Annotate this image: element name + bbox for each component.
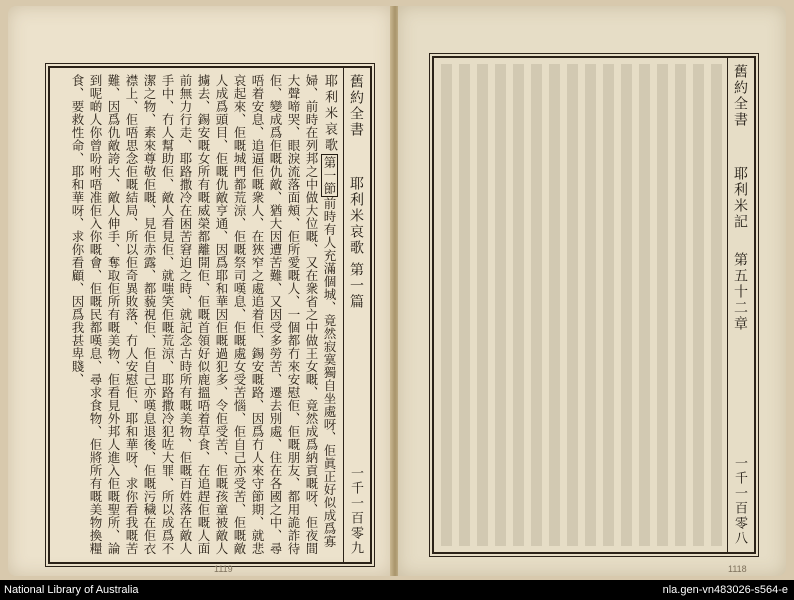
right-header-section-title: 耶利米記 <box>732 166 748 230</box>
right-page-frame <box>432 56 756 554</box>
library-footer-bar <box>0 582 794 600</box>
left-page-number: 一千一百零九 <box>348 466 363 556</box>
left-header-section-title: 耶利米哀歌 <box>348 176 364 256</box>
right-header-chapter: 第五十二章 <box>732 252 748 332</box>
chapter-title: 耶利米哀歌 <box>322 74 337 154</box>
left-page-frame <box>48 66 372 564</box>
left-header-column <box>343 68 370 562</box>
library-name: National Library of Australia <box>4 584 139 596</box>
left-body-text-block <box>56 74 338 556</box>
verse-marker: 第一節 <box>322 156 337 195</box>
right-scan-stamp: 1118 <box>728 564 747 574</box>
item-identifier: nla.gen-vn483026-s564-e <box>662 584 788 596</box>
right-page-number: 一千一百零八 <box>732 456 747 546</box>
left-scan-stamp: 1119 <box>214 564 233 574</box>
left-page <box>8 6 392 576</box>
right-header-column <box>727 58 754 552</box>
left-header-book-title: 舊約全書 <box>348 74 364 138</box>
right-body-bleedthrough <box>440 64 722 546</box>
right-page <box>398 6 786 576</box>
left-header-chapter: 第一篇 <box>348 262 364 310</box>
left-body-text: 前時有人充滿個城、竟然寂寞獨自坐處呀、佢眞正好似成爲寡婦、前時在列邦之中做大位嘅、又在衆省之中做王女嘅、竟然成爲納貢嘅呀、佢夜間大聲啼哭、眼淚流落面頰、佢所愛嘅人、一個都冇來安慰佢、佢嘅朋友、都用詭詐待佢、變成爲佢嘅仇敵、猶大因遭苦難、又因受多勞苦、遷去別處、住在各國之中、尋唔着安息、追逼佢嘅衆人、在狹窄之處追着佢、錫安嘅路、因爲冇人來守節期、就悲哀起來、佢嘅城門都荒涼、佢嘅祭司嘆息、佢嘅處女受苦惱、佢自己亦受苦、佢嘅敵人成爲頭目、佢嘅仇敵亨通、因爲耶和華因佢嘅過犯多、令佢受苦、佢嘅孩童被敵人擄去、錫安嘅女所有嘅威榮都離開佢、佢嘅首領好似鹿搵唔着草食、在追趕佢嘅人面前無力行走、耶路撒冷在困苦窘迫之時、就記念古時所有嘅美物、佢嘅百姓落在敵人手中、冇人幫助佢、敵人看見佢、就嗤笑佢嘅荒涼、耶路撒冷犯咗大罪、所以成爲不潔之物、素來尊敬佢嘅、見佢赤露、都藐視佢、佢自己亦嘆息退後、佢嘅污穢在佢衣襟上、佢唔思念佢嘅結局、所以佢奇異敗落、冇人安慰佢、耶和華呀、求你看我嘅苦難、因爲仇敵誇大、敵人伸手、奪取佢所有嘅美物、佢看見外邦人進入佢嘅聖所、論到呢啲人你曾吩咐唔准佢入你嘅會、佢嘅民都嘆息、尋求食物、佢將所有嘅美物換糧食、要救性命、耶和華呀、求你看顧、因爲我甚卑賤、 <box>70 74 337 555</box>
right-header-book-title: 舊約全書 <box>732 64 748 128</box>
